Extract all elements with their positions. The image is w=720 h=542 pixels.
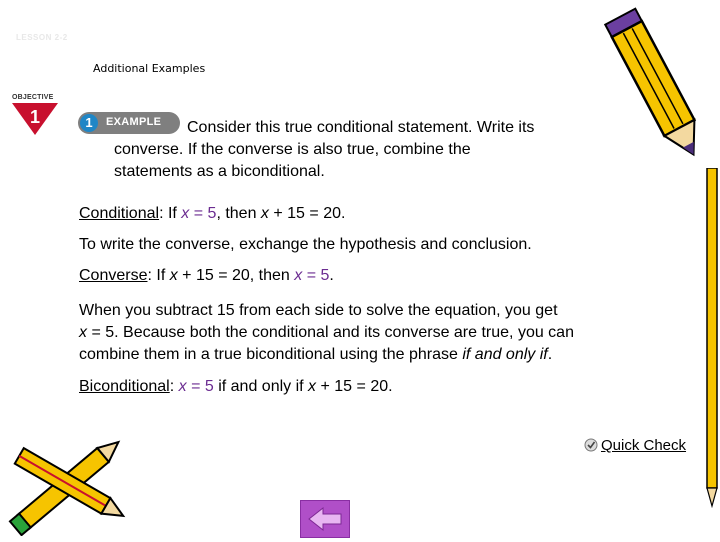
text: : If: [159, 205, 182, 222]
text: = 5. Because both the conditional and its converse are true, you can: [87, 324, 574, 341]
converse-statement: [79, 265, 659, 287]
prompt-line: converse. If the converse is also true, combine the: [114, 141, 471, 158]
objective-badge-icon: [12, 101, 62, 137]
prompt-line: Consider this true conditional statement. Write its: [187, 119, 535, 136]
phrase: if and only if: [462, 346, 548, 363]
prompt-line: statements as a biconditional.: [114, 163, 325, 180]
variable: x: [294, 267, 303, 284]
variable: x: [169, 267, 178, 284]
text: + 15 = 20.: [316, 378, 393, 395]
crossed-pencils-icon: [0, 432, 140, 536]
text: = 5: [186, 378, 214, 395]
text: combine them in a true biconditional using the phrase: [79, 346, 463, 363]
text: + 15 = 20, then: [177, 267, 295, 284]
text: :: [169, 378, 179, 395]
pencil-icon: [596, 2, 720, 170]
lesson-label: LESSON 2-2: [16, 33, 68, 42]
conditional-statement: [79, 203, 659, 225]
converse-label: Converse: [79, 267, 148, 284]
variable: x: [79, 324, 87, 341]
text: = 5: [302, 267, 330, 284]
variable: x: [308, 378, 317, 395]
instruction-text: To write the converse, exchange the hypothesis and conclusion.: [79, 236, 532, 253]
back-button[interactable]: [300, 500, 350, 538]
page-subtitle: Additional Examples: [93, 62, 206, 75]
example-prompt: [114, 117, 594, 183]
variable: x: [178, 378, 187, 395]
pencil-icon: [704, 168, 720, 508]
explanation-line: [79, 344, 659, 366]
objective-label: OBJECTIVE: [12, 94, 54, 101]
text: , then: [216, 205, 261, 222]
quick-check-link[interactable]: [584, 437, 686, 454]
conditional-label: Conditional: [79, 205, 160, 222]
text: if and only if: [213, 378, 309, 395]
text: + 15 = 20.: [268, 205, 346, 222]
svg-text:1: 1: [29, 107, 41, 127]
variable: x: [181, 205, 190, 222]
example-number: 1: [80, 114, 98, 132]
biconditional-label: Biconditional: [79, 378, 170, 395]
quick-check-label: Quick Check: [601, 437, 687, 454]
biconditional-statement: [79, 376, 659, 398]
text: .: [547, 346, 553, 363]
back-arrow-icon: [301, 501, 349, 537]
text: : If: [147, 267, 170, 284]
explanation-line: When you subtract 15 from each side to solve the equation, you get: [79, 302, 558, 319]
text: = 5: [189, 205, 217, 222]
explanation-paragraph: [79, 300, 659, 366]
explanation-line: [79, 322, 659, 344]
text: .: [329, 267, 334, 284]
objective-badge: [12, 94, 64, 138]
variable: x: [260, 205, 269, 222]
example-label: EXAMPLE: [106, 116, 162, 128]
quick-check-icon: [584, 438, 598, 452]
